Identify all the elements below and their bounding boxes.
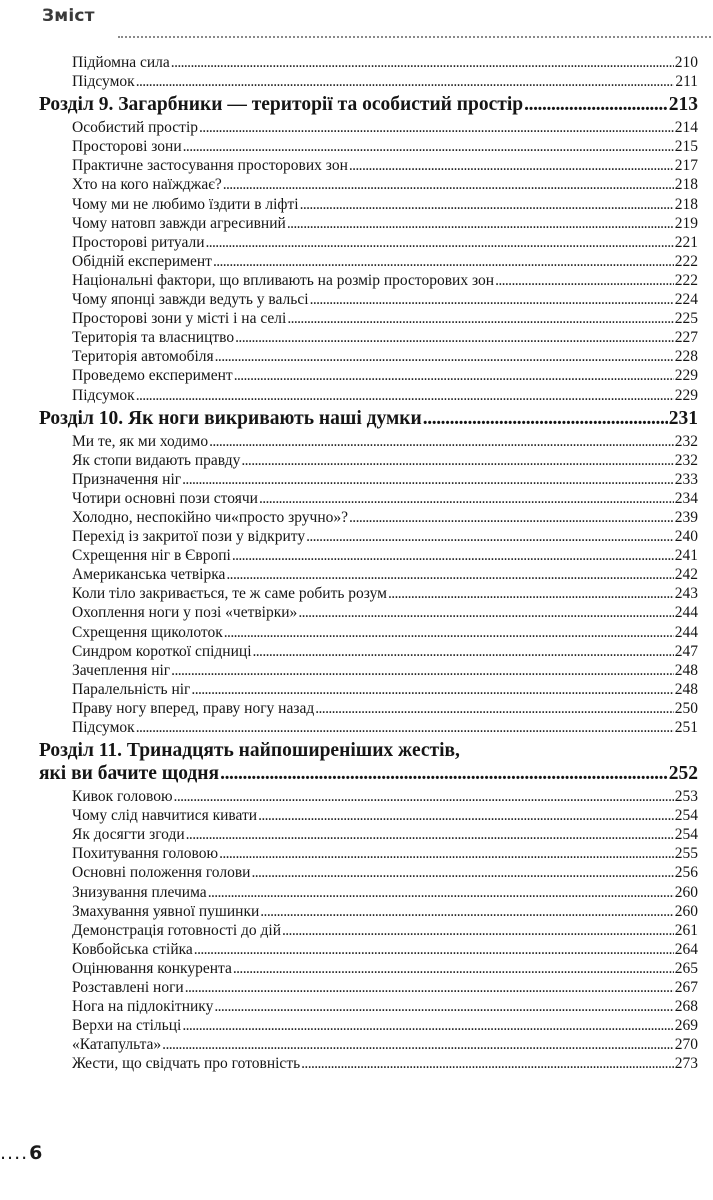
toc-entry	[0, 1054, 713, 1073]
toc-entry-page: 269	[674, 1017, 698, 1035]
dot-leader	[423, 407, 668, 431]
toc-entry	[0, 787, 713, 806]
toc-section-row	[0, 762, 713, 786]
toc-entry	[0, 806, 713, 825]
toc-entry	[0, 386, 713, 405]
toc-entry-title: Схрещення щиколоток	[72, 623, 223, 641]
toc-entry-page: 222	[674, 271, 698, 289]
toc-entry-title: Синдром короткої спідниці	[72, 642, 252, 660]
toc-entry-title: Зачеплення ніг	[72, 661, 171, 679]
dot-leader	[224, 623, 674, 642]
dot-leader	[136, 386, 674, 405]
toc-entry	[0, 470, 713, 489]
toc-entry	[0, 451, 713, 470]
dot-leader	[214, 997, 673, 1016]
toc-section-row	[0, 93, 713, 117]
dot-leader	[287, 309, 673, 328]
toc-entry	[0, 680, 713, 699]
dot-leader	[219, 844, 674, 863]
toc-entry-title: Чому слід навчитися кивати	[72, 807, 258, 825]
toc-entry-title: Просторові зони у місті і на селі	[72, 310, 287, 328]
toc-entry-title: Жести, що свідчать про готовність	[72, 1055, 301, 1073]
toc-entry-page: 254	[674, 807, 698, 825]
dot-leader	[315, 699, 674, 718]
running-header: Зміст	[42, 6, 95, 26]
toc-entry-page: 232	[674, 451, 698, 469]
toc-entry-title: Праву ногу вперед, праву ногу назад	[72, 699, 315, 717]
toc-entry	[0, 1016, 713, 1035]
toc-entry-title: Підсумок	[72, 719, 135, 736]
toc-entry-title: Обідній експеримент	[72, 252, 212, 270]
toc-entry-title: Чому ми не любимо їздити в ліфті	[72, 195, 299, 213]
toc-entry-title: Оцінювання конкурента	[72, 959, 232, 977]
toc-entry-title: Знизування плечима	[72, 883, 207, 901]
toc-entry	[0, 565, 713, 584]
toc-entry-page: 229	[674, 386, 698, 404]
toc-entry-title: Охоплення ноги у позі «четвірки»	[72, 604, 298, 622]
page-number: 6	[29, 1142, 43, 1164]
footer-leader: ....	[0, 1142, 29, 1164]
dot-leader	[253, 642, 674, 661]
toc-entry	[0, 118, 713, 137]
toc-entry-page: 270	[674, 1036, 698, 1054]
toc-entry-title: «Катапульта»	[72, 1036, 162, 1054]
toc-entry-title: Перехід із закритої пози у відкриту	[72, 528, 306, 546]
dot-leader	[223, 175, 674, 194]
dot-leader	[235, 328, 674, 347]
dot-leader	[191, 680, 673, 699]
toc-entry-page: 260	[674, 883, 698, 901]
toc-entry-page: 240	[674, 528, 698, 546]
toc-entry-title: Похитування головою	[72, 845, 219, 863]
toc-entry	[0, 940, 713, 959]
toc-entry-page: 254	[674, 826, 698, 844]
toc-entry-title: Ми те, як ми ходимо	[72, 432, 209, 450]
toc-entry-page: 210	[674, 54, 698, 71]
toc-entry	[0, 309, 713, 328]
toc-section-heading: Розділ 11. Тринадцять найпоширеніших жестів,	[39, 740, 460, 762]
dot-leader	[162, 1035, 674, 1054]
toc-entry	[0, 603, 713, 622]
toc-entry-page: 233	[674, 470, 698, 488]
dot-leader	[171, 661, 674, 680]
toc-entry-page: 214	[674, 119, 698, 137]
dot-leader	[260, 902, 673, 921]
dot-leader	[349, 508, 674, 527]
toc-entry	[0, 623, 713, 642]
toc-entry-page: 229	[674, 367, 698, 385]
dot-leader	[495, 271, 674, 290]
toc-entry	[0, 137, 713, 156]
toc-entry	[0, 489, 713, 508]
toc-entry-title: Американська четвірка	[72, 566, 226, 584]
dot-leader	[186, 825, 674, 844]
toc-entry-title: Чому японці завжди ведуть у вальсі	[72, 291, 309, 309]
toc-entry-page: 253	[674, 788, 698, 806]
toc-entry-title: Чому натовп завжди агресивний	[72, 214, 286, 232]
toc-entry-page: 243	[674, 585, 698, 603]
dot-leader	[241, 451, 673, 470]
toc-entry	[0, 825, 713, 844]
toc-entry-title: Коли тіло закривається, те ж саме робить розум	[72, 585, 387, 603]
toc-entry	[0, 290, 713, 309]
dot-leader	[251, 863, 673, 882]
toc-entry	[0, 347, 713, 366]
toc-section-page: 231	[668, 407, 698, 429]
toc-entry-page: 264	[674, 940, 698, 958]
dot-leader	[233, 959, 674, 978]
toc-entry	[0, 328, 713, 347]
toc-entry-page: 218	[674, 176, 698, 194]
toc-entry-page: 248	[674, 661, 698, 679]
toc-entry-page: 250	[674, 699, 698, 717]
toc-entry	[0, 508, 713, 527]
toc-entry	[0, 546, 713, 565]
toc-entry	[0, 883, 713, 902]
dot-leader	[182, 1016, 673, 1035]
toc-entry	[0, 718, 713, 737]
toc-entry-page: 218	[674, 195, 698, 213]
toc-entry	[0, 1035, 713, 1054]
dot-leader	[388, 584, 674, 603]
toc-entry	[0, 584, 713, 603]
toc-entry-title: Верхи на стільці	[72, 1017, 182, 1035]
toc-entry-page: 244	[674, 604, 698, 622]
table-of-contents	[0, 53, 713, 1074]
toc-entry-title: Просторові зони	[72, 138, 182, 156]
toc-entry-title: Схрещення ніг в Європі	[72, 547, 231, 565]
toc-section-title: Розділ 10. Як ноги викривають наші думки	[39, 407, 422, 429]
toc-entry-page: 261	[674, 921, 698, 939]
toc-entry-page: 248	[674, 680, 698, 698]
dot-leader	[300, 195, 674, 214]
toc-entry-page: 228	[674, 348, 698, 366]
toc-entry	[0, 863, 713, 882]
dot-leader	[194, 940, 674, 959]
toc-entry-title: Демонстрація готовності до дій	[72, 921, 281, 939]
toc-section-title: Розділ 9. Загарбники — території та особистий простір	[39, 94, 524, 116]
dot-leader	[349, 156, 674, 175]
toc-entry-page: 234	[674, 489, 698, 507]
toc-entry-page: 222	[674, 252, 698, 270]
dot-leader	[183, 137, 674, 156]
toc-entry	[0, 175, 713, 194]
toc-section-page: 252	[668, 763, 698, 785]
toc-entry	[0, 527, 713, 546]
toc-entry	[0, 233, 713, 252]
toc-entry	[0, 959, 713, 978]
toc-entry-page: 242	[674, 566, 698, 584]
toc-entry-page: 225	[674, 310, 698, 328]
toc-section-row	[0, 407, 713, 431]
dot-leader	[282, 921, 674, 940]
dot-leader	[259, 489, 674, 508]
toc-entry-title: Підсумок	[72, 73, 135, 91]
toc-entry	[0, 156, 713, 175]
toc-entry-page: 217	[674, 157, 698, 175]
dot-leader	[209, 432, 674, 451]
toc-entry-page: 267	[674, 979, 698, 997]
toc-entry-title: Хто на кого наїжджає?	[72, 176, 222, 194]
toc-entry	[0, 642, 713, 661]
toc-entry-title: Розставлені ноги	[72, 979, 184, 997]
toc-entry-page: 239	[674, 508, 698, 526]
toc-entry	[0, 661, 713, 680]
toc-entry-title: Національні фактори, що впливають на розмір просторових зон	[72, 271, 495, 289]
toc-section-page: 213	[668, 94, 698, 116]
toc-entry	[0, 53, 713, 72]
toc-entry-title: Особистий простір	[72, 119, 199, 137]
toc-entry-page: 227	[674, 329, 698, 347]
toc-entry-title: Призначення ніг	[72, 470, 182, 488]
toc-entry-page: 273	[674, 1055, 698, 1073]
toc-entry-title: Паралельність ніг	[72, 680, 191, 698]
dot-leader	[136, 718, 674, 737]
toc-entry-title: Ковбойська стійка	[72, 940, 193, 958]
dot-leader	[232, 546, 674, 565]
toc-section-title: які ви бачите щодня	[39, 763, 220, 785]
dot-leader	[136, 72, 675, 91]
toc-entry	[0, 699, 713, 718]
toc-entry	[0, 978, 713, 997]
toc-entry	[0, 271, 713, 290]
dot-leader	[215, 347, 674, 366]
toc-entry	[0, 252, 713, 271]
toc-entry	[0, 72, 713, 91]
dot-leader	[226, 565, 673, 584]
dot-leader	[301, 1054, 674, 1073]
toc-entry-page: 232	[674, 432, 698, 450]
toc-entry	[0, 432, 713, 451]
toc-entry-title: Чотири основні пози стоячи	[72, 489, 258, 507]
dot-leader	[306, 527, 674, 546]
dot-leader	[258, 806, 674, 825]
toc-entry-title: Як стопи видають правду	[72, 451, 241, 469]
dot-leader	[234, 366, 674, 385]
dot-leader	[208, 883, 674, 902]
toc-entry-title: Кивок головою	[72, 788, 173, 806]
toc-entry	[0, 902, 713, 921]
dot-leader	[298, 603, 673, 622]
dot-leader	[213, 252, 674, 271]
dot-leader	[220, 762, 668, 786]
dot-leader	[205, 233, 673, 252]
toc-entry-title: Практичне застосування просторових зон	[72, 157, 348, 175]
toc-entry	[0, 921, 713, 940]
toc-entry-title: Холодно, неспокійно чи«просто зручно»?	[72, 508, 349, 526]
toc-entry-page: 221	[674, 233, 698, 251]
toc-entry-title: Змахування уявної пушинки	[72, 902, 260, 920]
toc-entry	[0, 195, 713, 214]
dot-leader	[524, 93, 668, 117]
toc-entry	[0, 997, 713, 1016]
toc-entry-title: Територія та власництво	[72, 329, 235, 347]
toc-entry-page: 244	[674, 623, 698, 641]
toc-entry	[0, 366, 713, 385]
dot-leader	[182, 470, 674, 489]
header-dotted-rule	[118, 36, 711, 38]
toc-entry	[0, 214, 713, 233]
dot-leader	[310, 290, 674, 309]
toc-entry-page: 260	[674, 902, 698, 920]
toc-entry-title: Основні положення голови	[72, 864, 251, 882]
dot-leader	[287, 214, 674, 233]
toc-entry-page: 256	[674, 864, 698, 882]
dot-leader	[174, 787, 674, 806]
toc-entry-page: 224	[674, 291, 698, 309]
toc-entry	[0, 844, 713, 863]
toc-entry-page: 251	[674, 719, 698, 736]
toc-entry-title: Підсумок	[72, 386, 135, 404]
dot-leader	[185, 978, 674, 997]
toc-entry-page: 211	[675, 73, 698, 91]
toc-entry-page: 241	[674, 547, 698, 565]
toc-entry-page: 215	[674, 138, 698, 156]
page-footer	[0, 1142, 42, 1164]
toc-entry-page: 265	[674, 959, 698, 977]
toc-entry-title: Просторові ритуали	[72, 233, 205, 251]
toc-entry-title: Підйомна сила	[72, 54, 170, 71]
toc-entry-page: 268	[674, 998, 698, 1016]
toc-entry-page: 247	[674, 642, 698, 660]
toc-entry-page: 219	[674, 214, 698, 232]
toc-entry-title: Проведемо експеримент	[72, 367, 233, 385]
toc-entry-title: Територія автомобіля	[72, 348, 214, 366]
toc-entry-page: 255	[674, 845, 698, 863]
dot-leader	[199, 118, 674, 137]
toc-entry-title: Нога на підлокітнику	[72, 998, 214, 1016]
toc-entry-title: Як досягти згоди	[72, 826, 185, 844]
dot-leader	[171, 53, 674, 72]
